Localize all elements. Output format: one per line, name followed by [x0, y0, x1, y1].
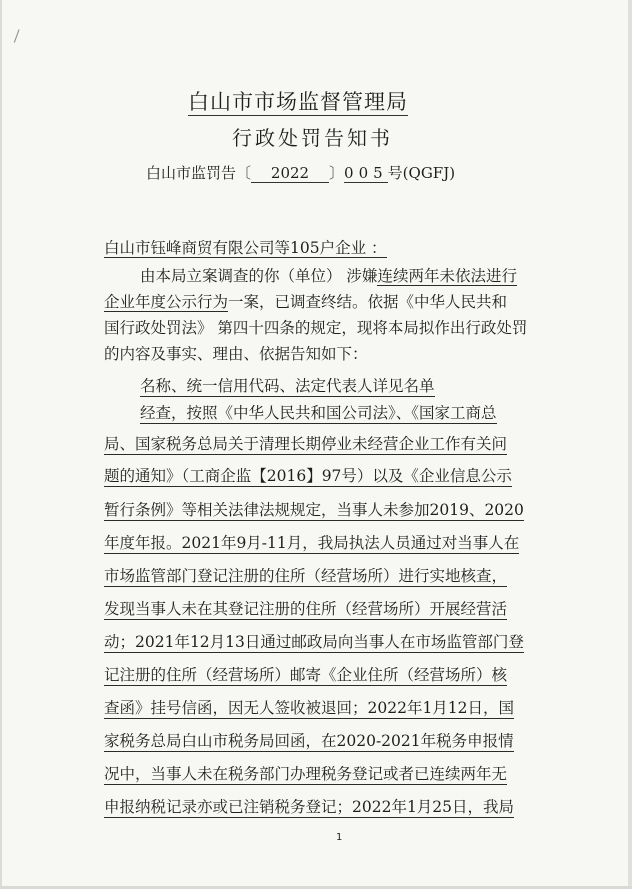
document-number: [146, 162, 455, 183]
intro-line-2: 企业年度公示行为一案，已调查终结。依据《中华人民共和: [104, 293, 508, 311]
body-line-5: 暂行条例》等相关法律法规规定，当事人未参加2019、2020: [104, 501, 524, 519]
body-line-6: 年度年报。2021年9月-11月，我局执法人员通过对当事人在: [104, 534, 520, 552]
body-line-9: 动；2021年12月13日通过邮政局向当事人在市场监管部门登: [104, 633, 524, 651]
page-edge-left: [0, 0, 2, 889]
page-number: 1: [336, 832, 343, 843]
body-line-10: 记注册的住所（经营场所）邮寄《企业住所（经营场所）核: [104, 666, 508, 684]
doc-number-suffix: 号(QGFJ): [387, 164, 456, 182]
body-line-2: 经查，按照《中华人民共和国公司法》、《国家工商总: [140, 404, 497, 422]
intro-line-3: 国行政处罚法》 第四十四条的规定，现将本局拟作出行政处罚: [104, 319, 528, 337]
body-line-11: 查函》挂号信函，因无人签收被退回；2022年1月12日，国: [104, 699, 515, 717]
intro-line-1: 由本局立案调查的你（单位） 涉嫌连续两年未依法进行: [140, 267, 517, 285]
doc-number-year: 2022: [251, 164, 329, 183]
doc-number-value: 005: [344, 164, 388, 182]
body-line-12: 家税务总局白山市税务局回函，在2020-2021年税务申报情: [104, 732, 514, 750]
document-title-org: 白山市市场监督管理局: [188, 90, 408, 114]
intro-line-4: 的内容及事实、理由、依据告知如下：: [104, 345, 368, 363]
body-line-3: 局、国家税务总局关于清理长期停业未经营企业工作有关问: [104, 435, 508, 453]
document-title: 行政处罚告知书: [232, 126, 393, 150]
page-edge-right: [628, 0, 632, 889]
body-line-4: 题的通知》（工商企监【2016】97号）以及《企业信息公示: [104, 467, 512, 485]
doc-number-prefix: 白山市监罚告〔: [146, 164, 252, 182]
violation-text-2: 企业年度公示行为: [104, 293, 229, 311]
body-line-1: 名称、统一信用代码、法定代表人详见名单: [140, 377, 435, 395]
body-line-13: 况中，当事人未在税务部门办理税务登记或者已连续两年无: [104, 765, 508, 783]
violation-text-1: 连续两年未依法进行: [377, 267, 517, 285]
pen-mark: [14, 29, 25, 45]
body-line-7: 市场监管部门登记注册的住所（经营场所）进行实地核查，: [104, 567, 508, 585]
body-line-8: 发现当事人未在其登记注册的住所（经营场所）开展经营活: [104, 600, 508, 618]
addressee: 白山市钰峰商贸有限公司等105户企业 ：: [104, 239, 387, 257]
doc-number-bracket: 〕: [329, 164, 345, 182]
body-line-14: 申报纳税记录亦或已注销税务登记；2022年1月25日，我局: [104, 798, 515, 816]
